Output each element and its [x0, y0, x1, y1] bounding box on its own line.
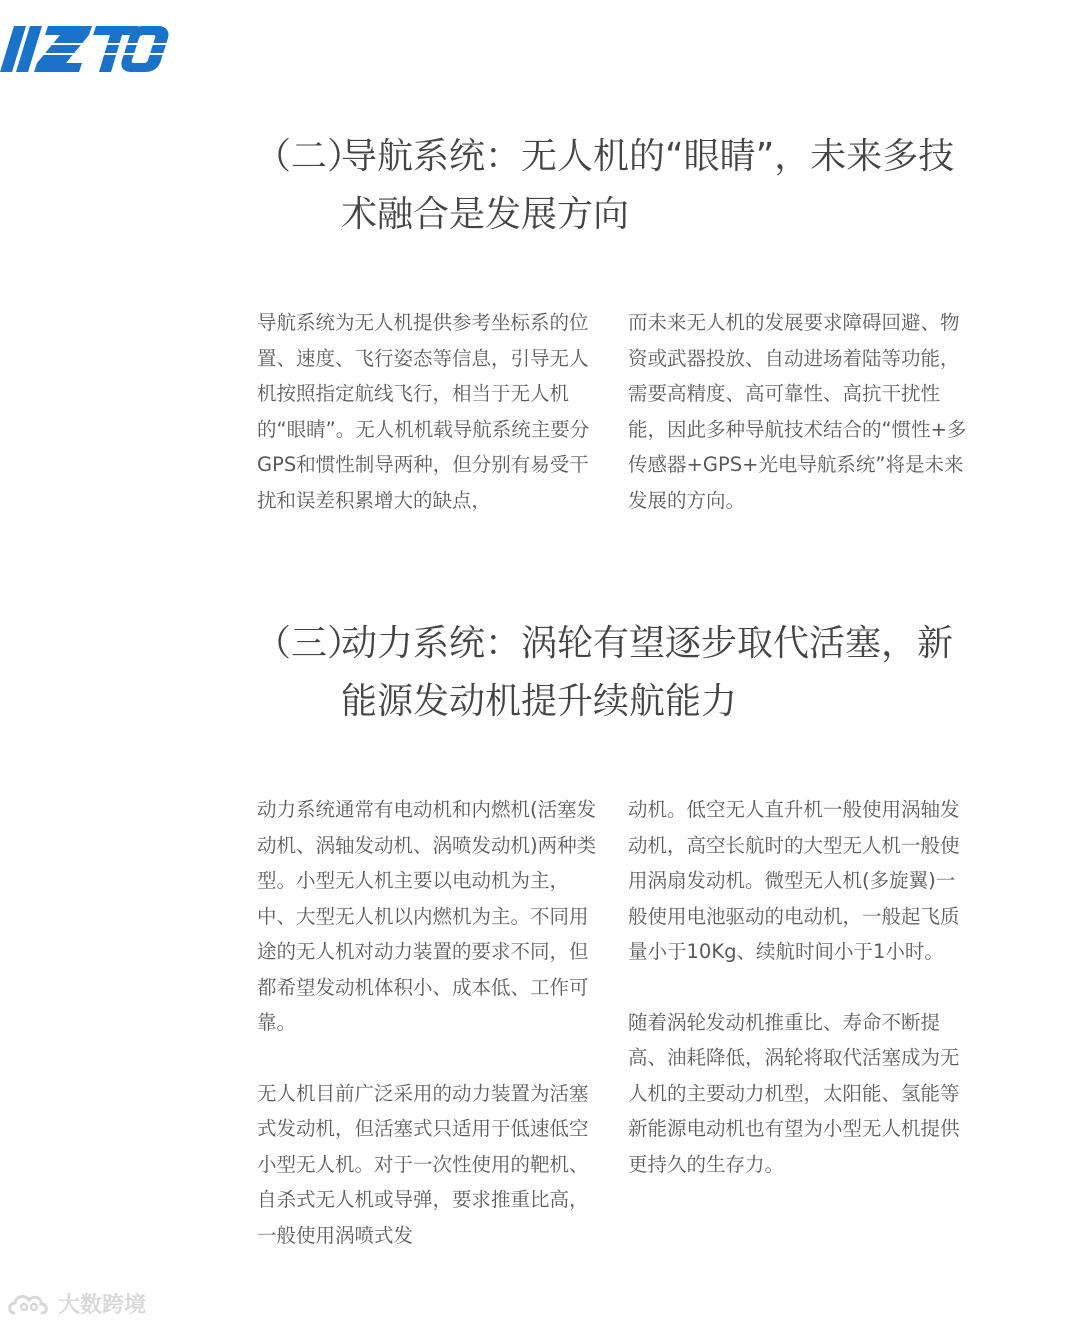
zto-logo [0, 22, 170, 76]
section-2-title: 导航系统：无人机的“眼睛”，未来多技术融合是发展方向 [341, 136, 955, 235]
section-3-heading [255, 615, 975, 731]
section-3-right-column [628, 792, 968, 1182]
section-2-heading [255, 128, 975, 244]
section-2-left-column [257, 305, 607, 518]
section-2-number: （二） [255, 136, 364, 177]
section-3-title: 动力系统：涡轮有望逐步取代活塞，新能源发动机提升续航能力 [341, 623, 954, 722]
section-2-left-paragraph: 导航系统为无人机提供参考坐标系的位置、速度、飞行姿态等信息，引导无人机按照指定航线飞行，相当于无人机的“眼睛”。无人机机载导航系统主要分GPS和惯性制导两种，但分别有易受干扰和误差积累增大的缺点， [257, 311, 590, 512]
section-3-number: （三） [255, 623, 364, 664]
watermark [8, 1288, 146, 1319]
section-3-left-paragraph-1: 动力系统通常有电动机和内燃机(活塞发动机、涡轴发动机、涡喷发动机)两种类型。小型无人机主要以电动机为主，中、大型无人机以内燃机为主。不同用途的无人机对动力装置的要求不同，但都希望发动机体积小、成本低、工作可靠。 [257, 798, 597, 1034]
section-3-right-paragraph-1: 动机。低空无人直升机一般使用涡轴发动机，高空长航时的大型无人机一般使用涡扇发动机。微型无人机(多旋翼)一般使用电池驱动的电动机，一般起飞质量小于10Kg、续航时间小于1小时。 [628, 798, 960, 963]
section-2-right-paragraph: 而未来无人机的发展要求障碍回避、物资或武器投放、自动进场着陆等功能，需要高精度、高可靠性、高抗干扰性能，因此多种导航技术结合的“惯性+多传感器+GPS+光电导航系统”将是未来发展的方向。 [628, 311, 967, 512]
section-2-right-column [628, 305, 968, 518]
zto-logo-icon [0, 22, 170, 76]
section-3-left-column [257, 792, 607, 1253]
watermark-text: 大数跨境 [58, 1293, 147, 1318]
section-3-right-paragraph-2: 随着涡轮发动机推重比、寿命不断提高、油耗降低，涡轮将取代活塞成为无人机的主要动力机型，太阳能、氢能等新能源电动机也有望为小型无人机提供更持久的生存力。 [628, 1010, 960, 1176]
cloud-logo-icon [8, 1289, 52, 1319]
section-3-left-paragraph-2: 无人机目前广泛采用的动力装置为活塞式发动机，但活塞式只适用于低速低空小型无人机。对于一次性使用的靶机、自杀式无人机或导弹，要求推重比高，一般使用涡喷式发 [257, 1081, 589, 1247]
